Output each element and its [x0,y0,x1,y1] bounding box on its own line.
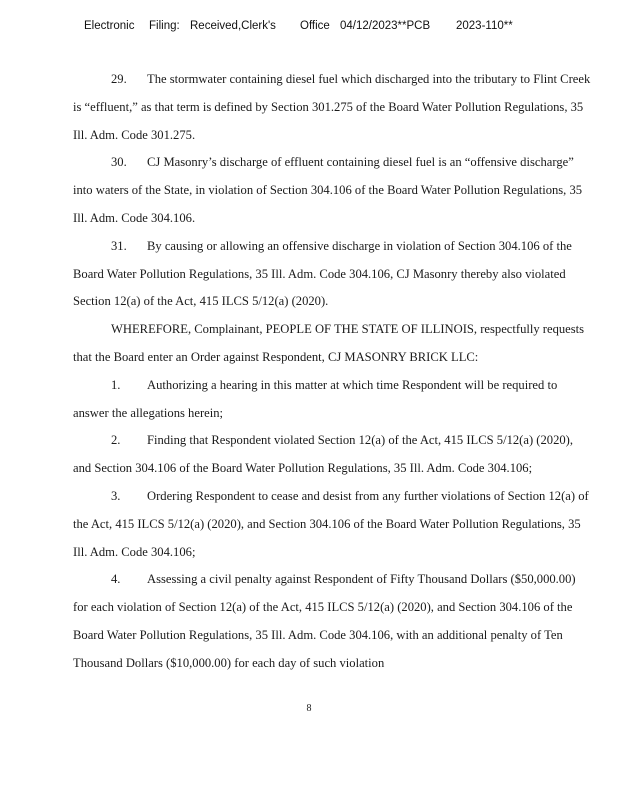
header-electronic: Electronic [84,20,135,32]
request-number: 2. [111,433,121,448]
request-text: Assessing a civil penalty against Respondent of Fifty Thousand Dollars ($50,000.00) for each violation of Section 12(a) of the Act, 415 ILCS 5/12(a) (2020), and Section 304.106 of the Board Water Pollution Regulations, 35 Ill. Adm. Code 304.106, with an additional penalty of Ten Thousand Dollars ($10,000.00) for each day of such violation [73,572,576,670]
request-item [73,372,593,428]
header-filing: Filing: [149,20,180,32]
paragraph [73,66,593,149]
filing-header [84,20,604,36]
header-date: 04/12/2023**PCB [340,20,431,32]
header-office: Office [300,20,330,32]
paragraph-text: The stormwater containing diesel fuel which discharged into the tributary to Flint Creek is “effluent,” as that term is defined by Section 301.275 of the Board Water Pollution Regulations, 35 Ill. Adm. Code 301.275. [73,72,591,142]
request-item [73,427,593,483]
paragraph-number: 30. [111,155,127,170]
paragraph-number: 29. [111,72,127,86]
paragraph [73,233,593,316]
request-text: Ordering Respondent to cease and desist from any further violations of Section 12(a) of the Act, 415 ILCS 5/12(a) (2020), and Section 304.106 of the Board Water Pollution Regulations, 35 Ill. Adm. Code 304.106; [73,488,589,559]
request-number: 1. [111,377,121,392]
request-text: Authorizing a hearing in this matter at which time Respondent will be required to answer the allegations herein; [73,377,558,420]
wherefore-text: WHEREFORE, Complainant, PEOPLE OF THE STATE OF ILLINOIS, respectfully requests that the Board enter an Order against Respondent, CJ MASONRY BRICK LLC: [73,322,585,364]
wherefore-clause [73,316,593,372]
request-number: 3. [111,488,121,503]
document-body [73,66,593,678]
request-number: 4. [111,572,121,587]
page-number: 8 [306,703,312,714]
request-item [73,566,593,677]
paragraph-text: CJ Masonry’s discharge of effluent containing diesel fuel is an “offensive discharge” into waters of the State, in violation of Section 304.106 of the Board Water Pollution Regulations, 35 Ill. Adm. Code 304.106. [73,155,583,225]
header-received: Received,Clerk's [190,20,276,32]
paragraph-text: By causing or allowing an offensive discharge in violation of Section 304.106 of the Board Water Pollution Regulations, 35 Ill. Adm. Code 304.106, CJ Masonry thereby also violated Section 12(a) of the Act, 415 ILCS 5/12(a) (2020). [73,238,572,309]
request-text: Finding that Respondent violated Section 12(a) of the Act, 415 ILCS 5/12(a) (2020), and Section 304.106 of the Board Water Pollution Regulations, 35 Ill. Adm. Code 304.106; [73,433,574,476]
header-case: 2023-110** [456,20,513,32]
paragraph-number: 31. [111,238,127,253]
paragraph [73,149,593,232]
request-item [73,483,593,566]
